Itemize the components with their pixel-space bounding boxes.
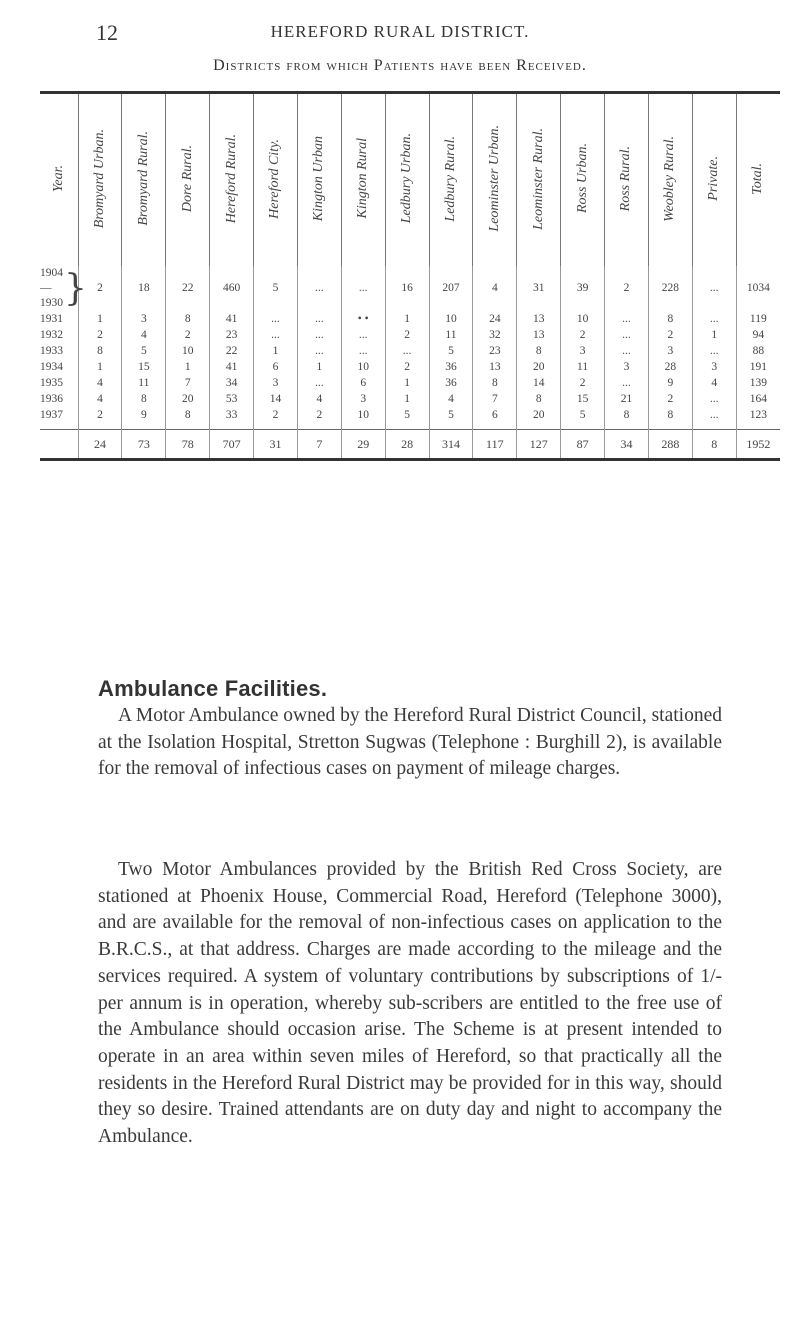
column-header bbox=[254, 94, 298, 266]
table-cell: 5 bbox=[561, 407, 605, 430]
running-title: HEREFORD RURAL DISTRICT. bbox=[270, 22, 530, 41]
total-cell: 31 bbox=[254, 430, 298, 460]
table-cell: 4 bbox=[429, 391, 473, 407]
year-end: 1930 bbox=[40, 297, 63, 309]
table-cell: 8 bbox=[166, 311, 210, 327]
table-cell: 15 bbox=[122, 359, 166, 375]
table-title: Districts from which Patients have been Received. bbox=[213, 57, 587, 74]
table-cell: 21 bbox=[605, 391, 649, 407]
table-cell: 3 bbox=[605, 359, 649, 375]
year-cell: 1935 bbox=[40, 377, 63, 389]
table-cell: 10 bbox=[429, 311, 473, 327]
column-header bbox=[736, 94, 780, 266]
table-cell: 8 bbox=[648, 311, 692, 327]
table-cell: 4 bbox=[78, 375, 122, 391]
table-cell: ... bbox=[341, 343, 385, 359]
total-cell: 78 bbox=[166, 430, 210, 460]
table-cell: 1 bbox=[692, 327, 736, 343]
table-cell: 1034 bbox=[736, 266, 780, 311]
table-cell: 460 bbox=[210, 266, 254, 311]
table-cell: 24 bbox=[473, 311, 517, 327]
table-cell: 4 bbox=[78, 391, 122, 407]
total-cell: 73 bbox=[122, 430, 166, 460]
table-cell: 36 bbox=[429, 359, 473, 375]
column-header-label: Leominster Rural. bbox=[530, 127, 546, 230]
column-header-label: Ledbury Rural. bbox=[442, 135, 458, 222]
column-header-label: Hereford Rural. bbox=[223, 133, 239, 224]
table-cell: 22 bbox=[166, 266, 210, 311]
column-header bbox=[210, 94, 254, 266]
table-cell: 6 bbox=[254, 359, 298, 375]
table-cell: 1 bbox=[385, 375, 429, 391]
column-header bbox=[429, 94, 473, 266]
table-cell: 22 bbox=[210, 343, 254, 359]
table-cell: 8 bbox=[166, 407, 210, 430]
table-cell: 10 bbox=[341, 359, 385, 375]
table-row bbox=[40, 375, 780, 391]
year-cell: 1932 bbox=[40, 329, 63, 341]
table-cell: 4 bbox=[692, 375, 736, 391]
total-cell: 288 bbox=[648, 430, 692, 460]
column-header-label: Total. bbox=[750, 162, 766, 195]
column-header bbox=[561, 94, 605, 266]
table-cell: 53 bbox=[210, 391, 254, 407]
table-cell: ... bbox=[297, 375, 341, 391]
table-cell: 31 bbox=[517, 266, 561, 311]
table-cell: 14 bbox=[254, 391, 298, 407]
year-cell: 1933 bbox=[40, 345, 63, 357]
column-header-label: Bromyard Rural. bbox=[135, 131, 151, 226]
table-cell: 13 bbox=[517, 311, 561, 327]
table-cell: 8 bbox=[605, 407, 649, 430]
table-cell: 2 bbox=[561, 375, 605, 391]
totals-label-cell bbox=[40, 430, 78, 460]
table-cell: 2 bbox=[385, 327, 429, 343]
table-cell: 1 bbox=[385, 311, 429, 327]
table-cell: 20 bbox=[166, 391, 210, 407]
column-header bbox=[473, 94, 517, 266]
table-cell: 164 bbox=[736, 391, 780, 407]
table-cell: 119 bbox=[736, 311, 780, 327]
table-cell: ... bbox=[385, 343, 429, 359]
table-cell: 9 bbox=[648, 375, 692, 391]
section-heading: Ambulance Facilities. bbox=[98, 676, 328, 701]
table-cell: 2 bbox=[254, 407, 298, 430]
table-cell: 1 bbox=[166, 359, 210, 375]
table-cell: 11 bbox=[561, 359, 605, 375]
table-cell: 11 bbox=[429, 327, 473, 343]
table-cell: 28 bbox=[648, 359, 692, 375]
column-header bbox=[692, 94, 736, 266]
totals-row bbox=[40, 430, 780, 460]
table-cell: 8 bbox=[517, 343, 561, 359]
year-cell: 1934 bbox=[40, 361, 63, 373]
table-cell: 5 bbox=[254, 266, 298, 311]
table-cell: 3 bbox=[122, 311, 166, 327]
column-header-label: Weobley Rural. bbox=[662, 135, 678, 222]
table-cell: 10 bbox=[341, 407, 385, 430]
table-cell: ... bbox=[605, 327, 649, 343]
table-cell: 6 bbox=[341, 375, 385, 391]
table-cell: 23 bbox=[210, 327, 254, 343]
column-header bbox=[605, 94, 649, 266]
column-header-label: Ledbury Urban. bbox=[399, 133, 415, 224]
table-cell: ... bbox=[254, 311, 298, 327]
table-cell: 13 bbox=[473, 359, 517, 375]
year-dash: — bbox=[40, 282, 52, 294]
table-cell: 3 bbox=[254, 375, 298, 391]
table-cell: 207 bbox=[429, 266, 473, 311]
total-cell: 1952 bbox=[736, 430, 780, 460]
table-cell: 7 bbox=[166, 375, 210, 391]
table-cell: ... bbox=[297, 266, 341, 311]
column-header bbox=[385, 94, 429, 266]
table-cell: 23 bbox=[473, 343, 517, 359]
page-number: 12 bbox=[96, 20, 118, 45]
column-header-label: Dore Rural. bbox=[179, 144, 195, 213]
total-cell: 34 bbox=[605, 430, 649, 460]
table-cell: 2 bbox=[166, 327, 210, 343]
table-cell: ... bbox=[297, 327, 341, 343]
table-cell: ... bbox=[692, 266, 736, 311]
year-cell bbox=[40, 266, 87, 311]
table-cell: 228 bbox=[648, 266, 692, 311]
table-cell: 4 bbox=[473, 266, 517, 311]
column-header-label: Leominster Urban. bbox=[486, 125, 502, 232]
table-cell: 20 bbox=[517, 407, 561, 430]
table-cell: 2 bbox=[78, 266, 122, 311]
column-header-label: Year. bbox=[50, 164, 66, 193]
table-body bbox=[40, 266, 780, 430]
table-cell: ... bbox=[692, 343, 736, 359]
column-header bbox=[648, 94, 692, 266]
table-cell: 13 bbox=[517, 327, 561, 343]
table-cell: 1 bbox=[385, 391, 429, 407]
table-cell: 16 bbox=[385, 266, 429, 311]
table-cell: 2 bbox=[561, 327, 605, 343]
table-cell: 5 bbox=[122, 343, 166, 359]
column-header-label: Kington Urban bbox=[311, 135, 327, 222]
table-cell: 2 bbox=[78, 327, 122, 343]
table-cell: 2 bbox=[648, 327, 692, 343]
table-cell: 139 bbox=[736, 375, 780, 391]
table-cell: 33 bbox=[210, 407, 254, 430]
table-cell: 32 bbox=[473, 327, 517, 343]
table-cell: ... bbox=[297, 311, 341, 327]
column-header-label: Ross Urban. bbox=[574, 143, 590, 214]
table-cell: ... bbox=[605, 311, 649, 327]
table-cell: 15 bbox=[561, 391, 605, 407]
column-header-label: Ross Rural. bbox=[618, 145, 634, 212]
table-cell: 2 bbox=[385, 359, 429, 375]
table-row bbox=[40, 407, 780, 430]
table-cell: ... bbox=[692, 391, 736, 407]
column-header bbox=[166, 94, 210, 266]
total-cell: 314 bbox=[429, 430, 473, 460]
patients-by-district-table bbox=[40, 91, 780, 461]
table-cell: 2 bbox=[78, 407, 122, 430]
table-cell: 2 bbox=[648, 391, 692, 407]
table-cell: 20 bbox=[517, 359, 561, 375]
total-cell: 28 bbox=[385, 430, 429, 460]
table-cell: 10 bbox=[166, 343, 210, 359]
table-cell: 3 bbox=[648, 343, 692, 359]
table-cell: 94 bbox=[736, 327, 780, 343]
table-cell: 10 bbox=[561, 311, 605, 327]
year-start: 1904 bbox=[40, 267, 63, 279]
column-header bbox=[122, 94, 166, 266]
table-cell: 1 bbox=[78, 311, 122, 327]
table-cell: ... bbox=[341, 266, 385, 311]
year-cell: 1936 bbox=[40, 393, 63, 405]
paragraph-1: A Motor Ambulance owned by the Hereford Rural District Council, stationed at the Isolation Hospital, Stretton Sugwas (Telephone : Burghill 2), is available for the removal of infectious cases on payment of mileage charges. bbox=[98, 705, 722, 780]
table-cell: 41 bbox=[210, 359, 254, 375]
table-cell: 7 bbox=[473, 391, 517, 407]
table-cell: 5 bbox=[385, 407, 429, 430]
table-header-row bbox=[40, 94, 780, 266]
table-cell: 41 bbox=[210, 311, 254, 327]
table-cell: 3 bbox=[692, 359, 736, 375]
table-cell: 8 bbox=[78, 343, 122, 359]
table-cell: ... bbox=[341, 327, 385, 343]
table-cell: ... bbox=[692, 311, 736, 327]
table-cell: 5 bbox=[429, 343, 473, 359]
total-cell: 127 bbox=[517, 430, 561, 460]
table-cell: ... bbox=[297, 343, 341, 359]
table-cell: ... bbox=[605, 375, 649, 391]
total-cell: 87 bbox=[561, 430, 605, 460]
table-cell: ... bbox=[605, 343, 649, 359]
table-row bbox=[40, 359, 780, 375]
table-cell: 191 bbox=[736, 359, 780, 375]
table-cell: 1 bbox=[254, 343, 298, 359]
column-header bbox=[341, 94, 385, 266]
table-cell: 1 bbox=[297, 359, 341, 375]
table-row bbox=[40, 311, 780, 327]
brace-glyph: } bbox=[64, 267, 87, 309]
table-cell: 3 bbox=[561, 343, 605, 359]
table-cell: 34 bbox=[210, 375, 254, 391]
table-cell: ... bbox=[692, 407, 736, 430]
table-row-1904-1930 bbox=[40, 266, 780, 311]
paragraph-2: Two Motor Ambulances provided by the British Red Cross Society, are stationed at Phoenix House, Commercial Road, Hereford (Telephone 3000), and are available for the removal of non-infectious cases on application to the B.R.C.S., at that address. Charges are made according to the mileage and the services required. A system of voluntary contributions by subscriptions of 1/- per annum is in operation, whereby sub-scribers are entitled to the free use of the Ambulance should occasion arise. The Scheme is at present intended to operate in an area within seven miles of Hereford, so that practically all the residents in the Hereford Rural District may be provided for in this way, should they so desire. Trained attendants are on duty day and night to accompany the Ambulance. bbox=[98, 859, 722, 1148]
table-cell: 8 bbox=[473, 375, 517, 391]
table-cell: 88 bbox=[736, 343, 780, 359]
year-cell: 1931 bbox=[40, 313, 63, 325]
table-cell: 36 bbox=[429, 375, 473, 391]
total-cell: 707 bbox=[210, 430, 254, 460]
total-cell: 7 bbox=[297, 430, 341, 460]
table-cell: 8 bbox=[648, 407, 692, 430]
table-cell: 3 bbox=[341, 391, 385, 407]
column-header-label: Private. bbox=[706, 156, 722, 201]
total-cell: 24 bbox=[78, 430, 122, 460]
year-cell: 1937 bbox=[40, 409, 63, 421]
table-cell: 123 bbox=[736, 407, 780, 430]
table-cell: 14 bbox=[517, 375, 561, 391]
column-header bbox=[78, 94, 122, 266]
column-header bbox=[517, 94, 561, 266]
table-cell: 6 bbox=[473, 407, 517, 430]
table-cell: 11 bbox=[122, 375, 166, 391]
table-row bbox=[40, 343, 780, 359]
table-cell: 2 bbox=[297, 407, 341, 430]
table-cell: 8 bbox=[517, 391, 561, 407]
table-cell: 8 bbox=[122, 391, 166, 407]
column-header-label: Kington Rural bbox=[355, 138, 371, 219]
column-header bbox=[297, 94, 341, 266]
table-cell: 2 bbox=[605, 266, 649, 311]
total-cell: 8 bbox=[692, 430, 736, 460]
table-cell: 9 bbox=[122, 407, 166, 430]
column-header-label: Hereford City. bbox=[267, 138, 283, 219]
column-header bbox=[40, 94, 78, 266]
table-cell: • • bbox=[341, 311, 385, 327]
table-cell: 4 bbox=[297, 391, 341, 407]
table-row bbox=[40, 327, 780, 343]
table-cell: 5 bbox=[429, 407, 473, 430]
column-header-label: Bromyard Urban. bbox=[91, 128, 107, 229]
table-cell: 18 bbox=[122, 266, 166, 311]
total-cell: 29 bbox=[341, 430, 385, 460]
total-cell: 117 bbox=[473, 430, 517, 460]
table-cell: ... bbox=[254, 327, 298, 343]
table-cell: 4 bbox=[122, 327, 166, 343]
table-cell: 1 bbox=[78, 359, 122, 375]
table-row bbox=[40, 391, 780, 407]
table-cell: 39 bbox=[561, 266, 605, 311]
